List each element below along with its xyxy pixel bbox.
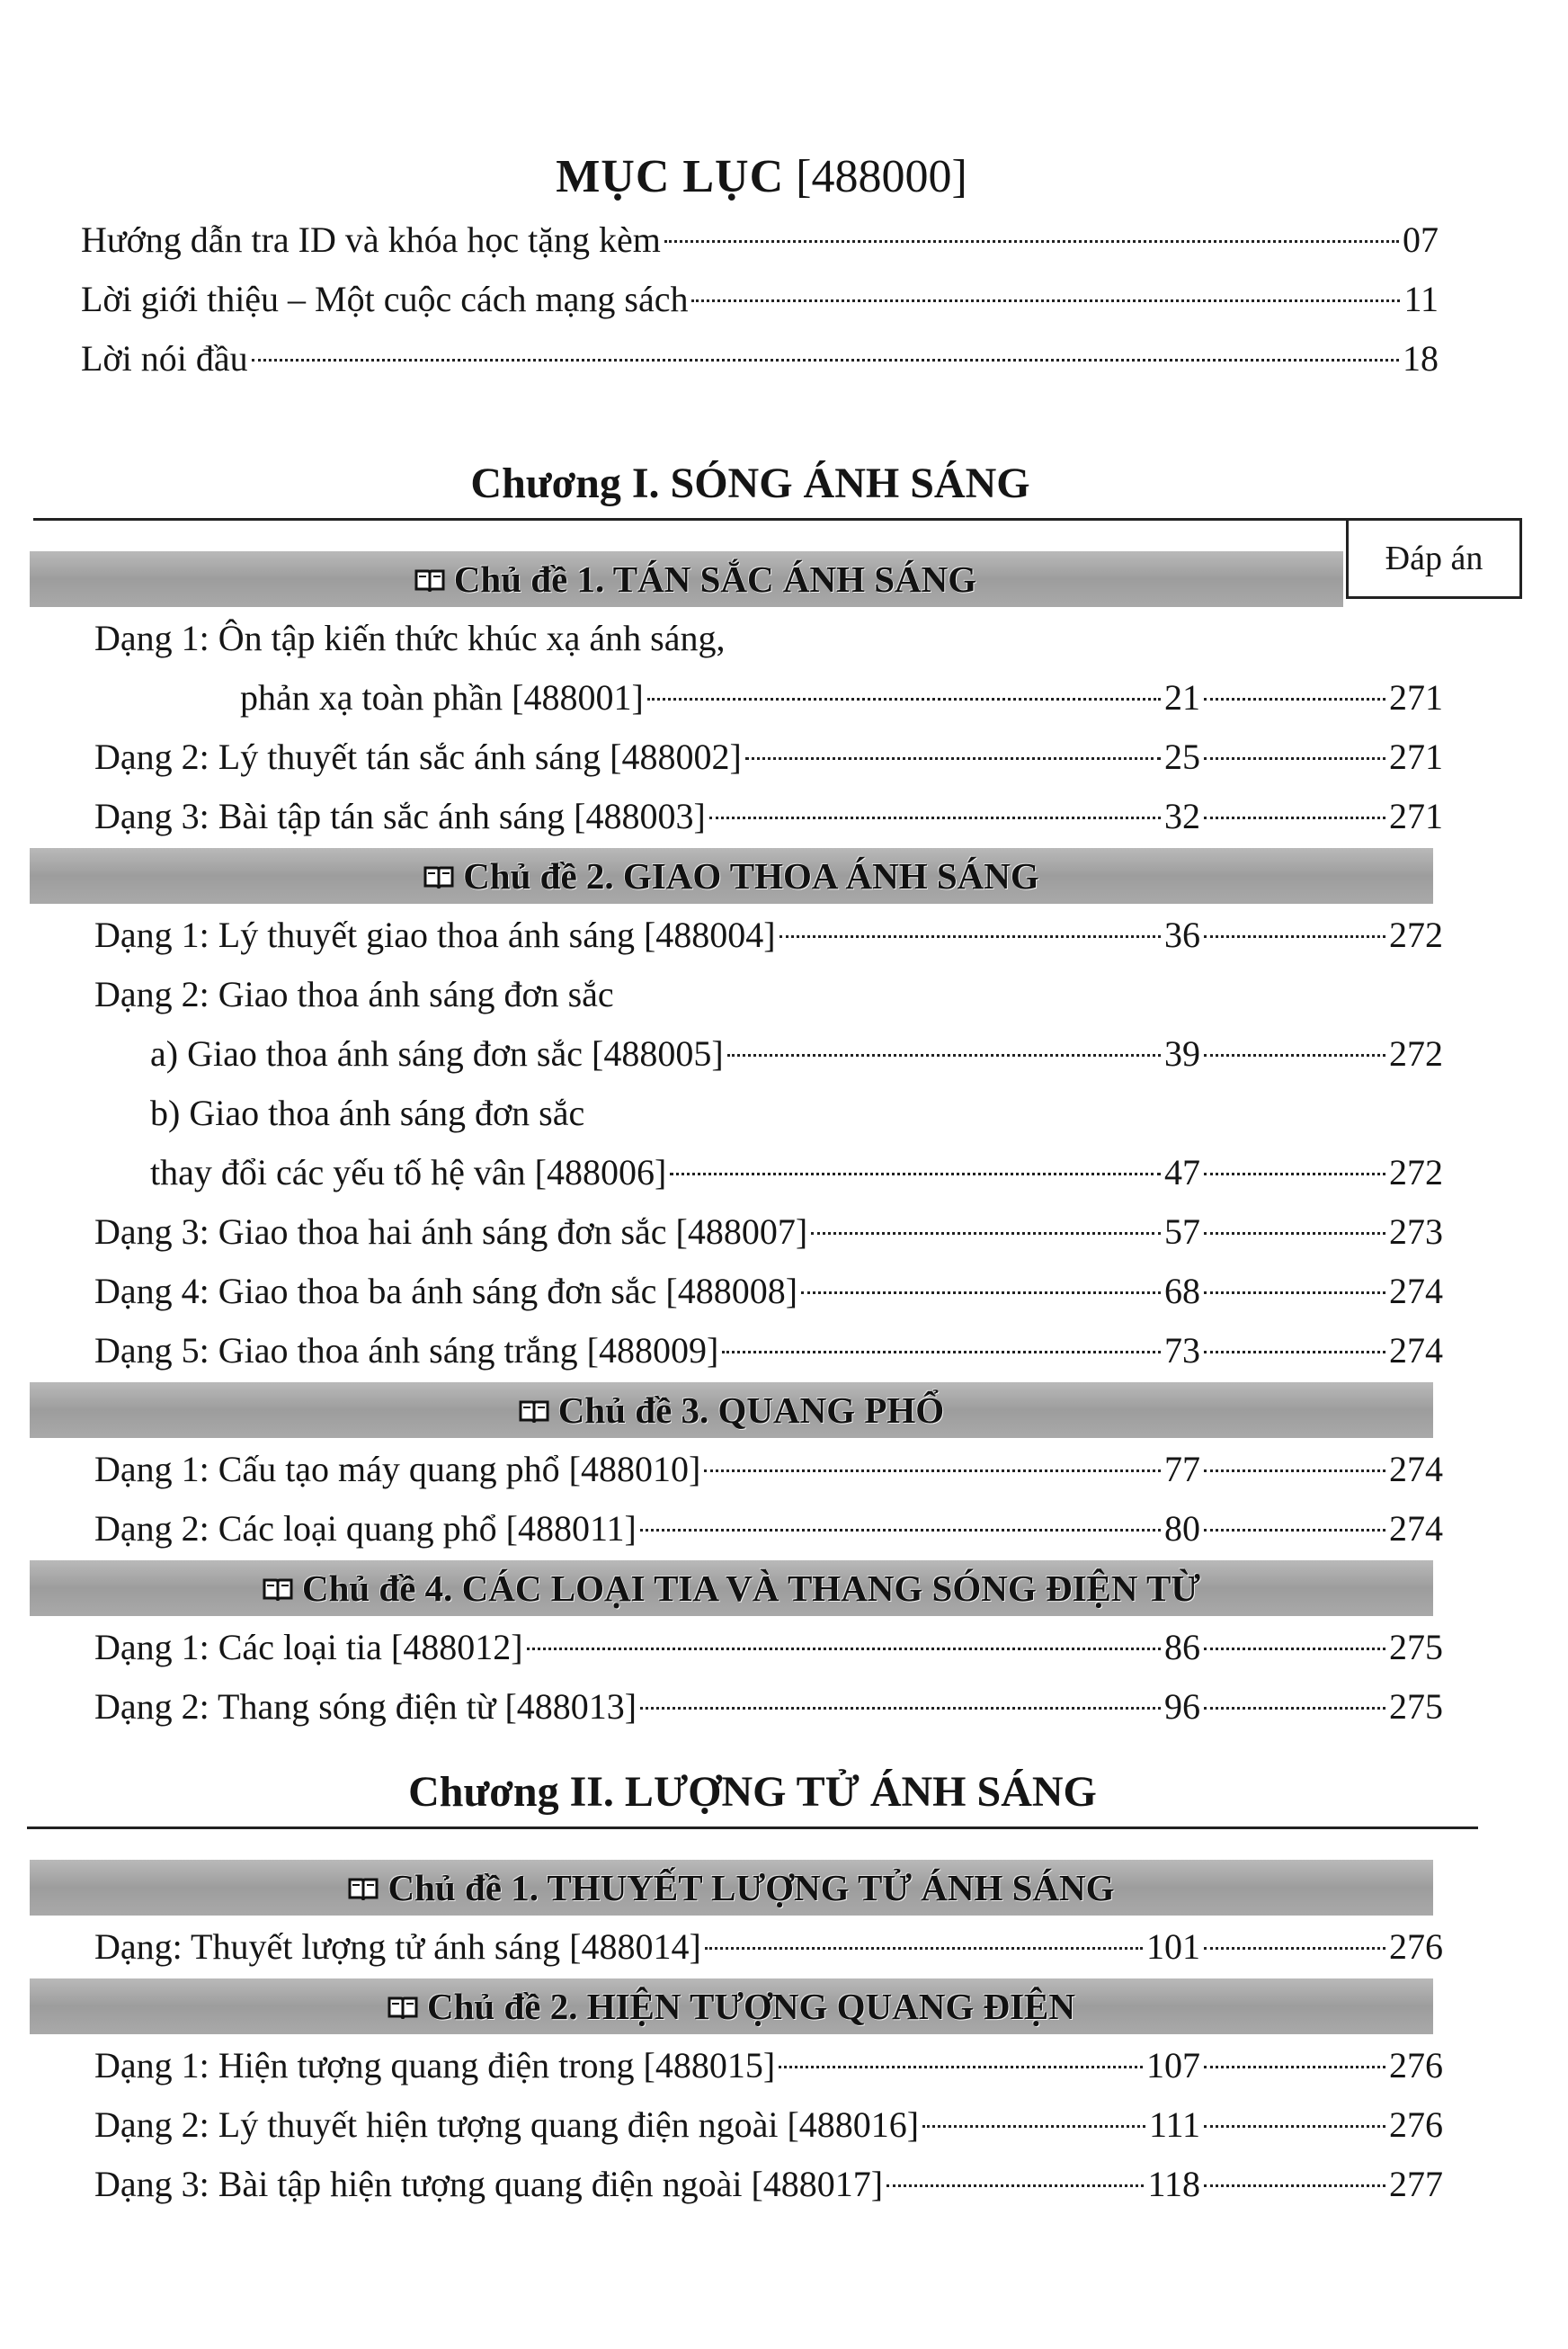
dot-leader [664,240,1399,243]
topic-title: Chủ đề 1. TÁN SẮC ÁNH SÁNG [453,558,977,600]
answer-page-number: 271 [1389,796,1443,836]
dot-leader [1204,1648,1385,1650]
entry-title: Hướng dẫn tra ID và khóa học tặng kèm [81,219,661,260]
entry-title: Dạng 2: Thang sóng điện từ [488013] [94,1686,637,1727]
answer-page-number: 277 [1389,2164,1443,2204]
answer-ref [1200,2095,1443,2155]
entry-lead [94,965,1200,1024]
answer-ref [1200,668,1443,728]
page-number: 68 [1164,1271,1200,1311]
dot-leader [1204,1054,1385,1057]
toc-entry [0,1143,1568,1202]
answer-page-number: 271 [1389,677,1443,718]
dot-leader [709,817,1161,819]
page-number: 39 [1164,1033,1200,1074]
toc-entry [0,2095,1568,2155]
answer-ref [1200,2036,1443,2095]
dot-leader [722,1351,1161,1353]
answer-page-number: 273 [1389,1211,1443,1252]
page-number: 111 [1148,2104,1200,2145]
page-number: 32 [1164,796,1200,836]
topic-title: Chủ đề 2. HIỆN TƯỢNG QUANG ĐIỆN [426,1986,1076,2027]
dot-leader [1204,1469,1385,1472]
answer-ref [1200,1917,1443,1977]
answer-ref [1200,2155,1443,2214]
dot-leader [1204,1232,1385,1235]
topic-title: Chủ đề 2. GIAO THOA ÁNH SÁNG [463,855,1039,897]
book-icon [388,1986,427,2027]
toc-entry [0,1917,1568,1977]
page-number: 57 [1164,1211,1200,1252]
page-number: 21 [1164,677,1200,718]
dot-leader [1204,698,1385,701]
topic-heading [30,551,1343,607]
dot-leader [1204,1173,1385,1175]
topic-title: Chủ đề 4. CÁC LOẠI TIA VÀ THANG SÓNG ĐIỆN TỪ [301,1567,1201,1609]
toc-entry [0,1321,1568,1380]
toc-entry [0,965,1568,1024]
answer-page-number: 274 [1389,1508,1443,1549]
dot-leader [640,1707,1161,1710]
page-number: 101 [1146,1926,1200,1967]
dot-leader [670,1173,1161,1175]
toc-entry [0,1618,1568,1677]
page-number: 77 [1164,1449,1200,1489]
dot-leader [1204,1707,1385,1710]
answer-page-number: 272 [1389,1152,1443,1192]
dot-leader [727,1054,1161,1057]
book-icon [414,558,454,600]
page-number: 107 [1146,2045,1200,2086]
answer-ref [1200,1321,1443,1380]
toc-entry [0,668,1568,728]
answer-page-number: 275 [1389,1686,1443,1727]
answer-page-number: 276 [1389,1926,1443,1967]
entry-lead [81,329,1439,389]
entry-title: Dạng 4: Giao thoa ba ánh sáng đơn sắc [488008] [94,1271,798,1311]
answer-page-number: 272 [1389,915,1443,955]
entry-lead [94,1440,1200,1499]
entry-title: Dạng 5: Giao thoa ánh sáng trắng [488009] [94,1330,719,1371]
toc-entry [0,1499,1568,1559]
page-number: 118 [1147,2164,1200,2204]
book-icon [263,1567,302,1609]
answer-ref [1200,728,1443,787]
answer-ref [1200,1202,1443,1262]
entry-lead [150,1084,1200,1143]
entry-title: Lời nói đầu [81,338,248,379]
entry-title: Dạng 3: Giao thoa hai ánh sáng đơn sắc [488007] [94,1211,808,1252]
entry-title: Dạng 1: Hiện tượng quang điện trong [488015] [94,2045,776,2086]
entry-lead [94,1618,1200,1677]
toc-entry [0,787,1568,846]
entry-title: Dạng: Thuyết lượng tử ánh sáng [488014] [94,1926,701,1967]
dot-leader [886,2184,1144,2187]
chapters [0,450,1568,2214]
dot-leader [691,299,1400,302]
toc-entry [0,1084,1568,1143]
entry-title: Dạng 1: Lý thuyết giao thoa ánh sáng [488004] [94,915,776,955]
dot-leader [252,359,1399,362]
chapter-heading: Chương II. LƯỢNG TỬ ÁNH SÁNG [27,1758,1478,1829]
toc-entry [0,1202,1568,1262]
dot-leader [1204,2066,1385,2068]
topic-title: Chủ đề 1. THUYẾT LƯỢNG TỬ ÁNH SÁNG [388,1867,1115,1908]
page-number: 18 [1403,338,1439,379]
entry-title: Dạng 2: Lý thuyết hiện tượng quang điện ngoài [488016] [94,2104,920,2145]
topic-title: Chủ đề 3. QUANG PHỔ [557,1389,945,1431]
table-of-contents [0,144,1568,2214]
book-icon [348,1867,388,1908]
entry-title: thay đổi các yếu tố hệ vân [488006] [150,1152,667,1192]
topic-heading [30,1382,1433,1438]
answer-page-number: 272 [1389,1033,1443,1074]
answer-ref [1200,1440,1443,1499]
dot-leader [705,1947,1143,1950]
answer-page-number: 271 [1389,737,1443,777]
dot-leader [779,2066,1143,2068]
chapter-heading: Chương I. SÓNG ÁNH SÁNG [33,450,1467,521]
entry-title: a) Giao thoa ánh sáng đơn sắc [488005] [150,1033,724,1074]
answer-ref [1200,1024,1443,1084]
dot-leader [922,2125,1145,2128]
entry-lead [150,1143,1200,1202]
answer-ref [1200,1618,1443,1677]
dot-leader [704,1469,1161,1472]
topic-heading [30,1560,1433,1616]
dot-leader [801,1291,1161,1294]
dot-leader [640,1529,1161,1532]
title-text: MỤC LỤC [556,151,785,202]
dot-leader [1204,1351,1385,1353]
dot-leader [1204,2184,1385,2187]
entry-lead [81,210,1439,270]
entry-lead [94,1677,1200,1737]
page-number: 73 [1164,1330,1200,1371]
toc-entry [0,1024,1568,1084]
entry-lead [94,1262,1200,1321]
entry-lead [94,728,1200,787]
entry-lead [94,787,1200,846]
toc-entry [0,2155,1568,2214]
dot-leader [1204,817,1385,819]
entry-lead [94,2155,1200,2214]
dot-leader [811,1232,1161,1235]
dot-leader [527,1648,1161,1650]
answer-page-number: 276 [1389,2045,1443,2086]
entry-title: phản xạ toàn phần [488001] [240,677,644,718]
entry-lead [94,1499,1200,1559]
page-number: 07 [1403,219,1439,260]
dot-leader [1204,757,1385,760]
entry-title: Dạng 1: Ôn tập kiến thức khúc xạ ánh sáng, [94,618,726,658]
answer-page-number: 276 [1389,2104,1443,2145]
answer-ref [1200,906,1443,965]
toc-entry [0,2036,1568,2095]
entry-lead [150,1024,1200,1084]
toc-entry [0,728,1568,787]
answer-page-number: 275 [1389,1627,1443,1667]
entry-title: Dạng 3: Bài tập tán sắc ánh sáng [488003] [94,796,706,836]
topic-heading [30,1978,1433,2034]
answer-ref [1200,1262,1443,1321]
answer-ref [1200,1499,1443,1559]
answer-page-number: 274 [1389,1271,1443,1311]
entry-title: Dạng 1: Cấu tạo máy quang phổ [488010] [94,1449,701,1489]
intro-list [0,210,1568,389]
topic-heading [30,1860,1433,1916]
dot-leader [1204,2125,1385,2128]
book-icon [423,855,463,897]
entry-title: b) Giao thoa ánh sáng đơn sắc [150,1093,585,1133]
entry-title: Dạng 2: Lý thuyết tán sắc ánh sáng [488002] [94,737,742,777]
entry-title: Lời giới thiệu – Một cuộc cách mạng sách [81,279,689,319]
entry-title: Dạng 2: Các loại quang phổ [488011] [94,1508,637,1549]
entry-lead [94,2036,1200,2095]
dot-leader [1204,1947,1385,1950]
toc-entry [0,210,1568,270]
entry-lead [94,1202,1200,1262]
answer-column-header: Đáp án [1346,518,1522,599]
page-number: 25 [1164,737,1200,777]
toc-entry [0,1262,1568,1321]
entry-lead [94,1321,1200,1380]
book-icon [519,1389,558,1431]
entry-lead [240,668,1200,728]
title-id: [488000] [796,151,967,202]
entry-lead [94,906,1200,965]
entry-lead [94,1917,1200,1977]
topic-heading [30,848,1433,904]
answer-ref [1200,787,1443,846]
toc-entry [0,1440,1568,1499]
entry-lead [94,609,1200,668]
dot-leader [780,935,1161,938]
toc-entry [0,270,1568,329]
toc-entry [0,906,1568,965]
toc-entry [0,1677,1568,1737]
answer-ref [1200,1143,1443,1202]
toc-entry [0,329,1568,389]
page-number: 96 [1164,1686,1200,1727]
entry-title: Dạng 3: Bài tập hiện tượng quang điện ngoài [488017] [94,2164,884,2204]
dot-leader [1204,1291,1385,1294]
dot-leader [1204,1529,1385,1532]
entry-title: Dạng 2: Giao thoa ánh sáng đơn sắc [94,974,614,1014]
page-number: 47 [1164,1152,1200,1192]
entry-lead [81,270,1439,329]
dot-leader [647,698,1161,701]
dot-leader [745,757,1161,760]
page-number: 11 [1403,279,1439,319]
toc-entry [0,609,1568,668]
entry-title: Dạng 1: Các loại tia [488012] [94,1627,523,1667]
answer-page-number: 274 [1389,1449,1443,1489]
entry-lead [94,2095,1200,2155]
page-number: 80 [1164,1508,1200,1549]
page-number: 36 [1164,915,1200,955]
answer-ref [1200,1677,1443,1737]
answer-page-number: 274 [1389,1330,1443,1371]
page-number: 86 [1164,1627,1200,1667]
page-title [0,144,1568,210]
dot-leader [1204,935,1385,938]
